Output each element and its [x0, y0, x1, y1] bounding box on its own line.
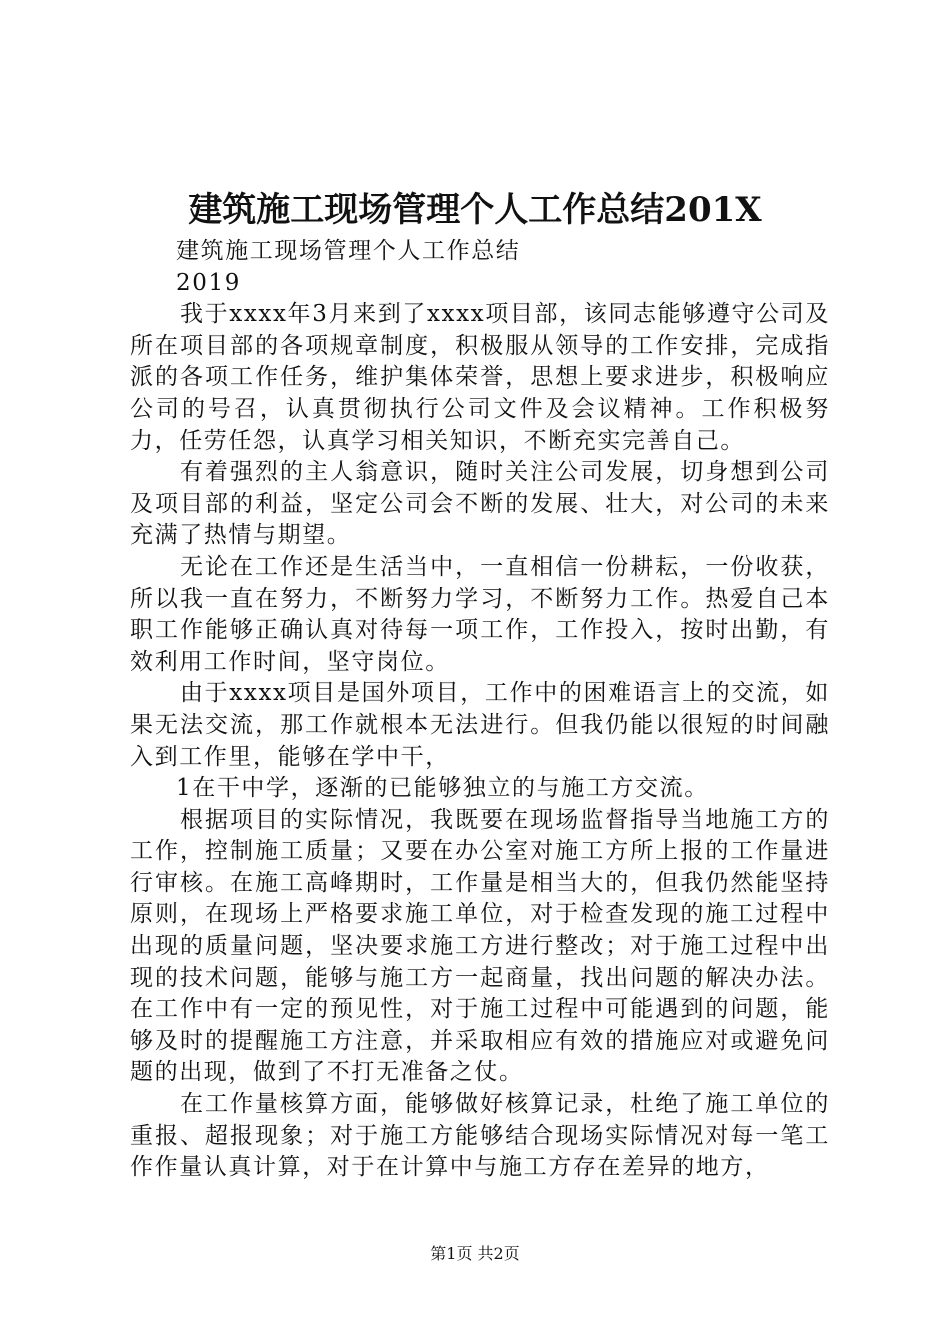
paragraph-5: 1在干中学，逐渐的已能够独立的与施工方交流。: [176, 775, 709, 802]
document-subtitle: 建筑施工现场管理个人工作总结: [176, 238, 521, 264]
page-footer: 第1页 共2页: [430, 1244, 520, 1263]
paragraph-7: 在工作量核算方面，能够做好核算记录，杜绝了施工单位的重报、超报现象；对于施工方能够结合现场实际情况对每一笔工作作量认真计算，对于在计算中与施工方存在差异的地方，: [130, 1091, 830, 1181]
document-year: 2019: [176, 269, 241, 296]
paragraph-4: 由于xxxx项目是国外项目，工作中的困难语言上的交流，如果无法交流，那工作就根本无法进行。但我仍能以很短的时间融入到工作里，能够在学中干，: [130, 680, 830, 770]
paragraph-6: 根据项目的实际情况，我既要在现场监督指导当地施工方的工作，控制施工质量；又要在办公室对施工方所上报的工作量进行审核。在施工高峰期时，工作量是相当大的，但我仍然能坚持原则，在现场上严格要求施工单位，对于检查发现的施工过程中出现的质量问题，坚决要求施工方进行整改；对于施工过程中出现的技术问题，能够与施工方一起商量，找出问题的解决办法。在工作中有一定的预见性，对于施工过程中可能遇到的问题，能够及时的提醒施工方注意，并采取相应有效的措施应对或避免问题的出现，做到了不打无准备之仗。: [130, 806, 830, 1086]
paragraph-3: 无论在工作还是生活当中，一直相信一份耕耘，一份收获，所以我一直在努力，不断努力学习，不断努力工作。热爱自己本职工作能够正确认真对待每一项工作，工作投入，按时出勤，有效利用工作时间，坚守岗位。: [130, 553, 830, 675]
document-body: [130, 236, 830, 1184]
paragraph-2: 有着强烈的主人翁意识，随时关注公司发展，切身想到公司及项目部的利益，坚定公司会不断的发展、壮大，对公司的未来充满了热情与期望。: [130, 459, 830, 549]
paragraph-1: 我于xxxx年3月来到了xxxx项目部，该同志能够遵守公司及所在项目部的各项规章制度，积极服从领导的工作安排，完成指派的各项工作任务，维护集体荣誉，思想上要求进步，积极响应公司的号召，认真贯彻执行公司文件及会议精神。工作积极努力，任劳任怨，认真学习相关知识，不断充实完善自己。: [130, 301, 830, 454]
document-title: 建筑施工现场管理个人工作总结201X: [188, 190, 762, 230]
